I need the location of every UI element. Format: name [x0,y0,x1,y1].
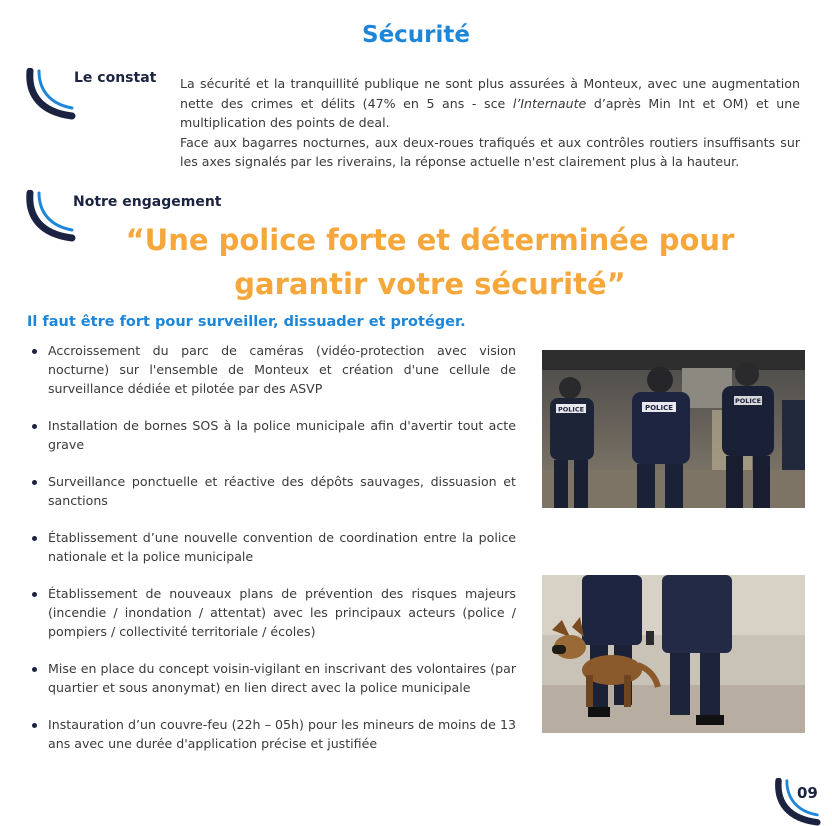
constat-paragraph-1: La sécurité et la tranquillité publique ne sont plus assurées à Monteux, avec une augmentation nette des crimes et délits (47% en 5 ans - sce l’Internaute d’après Min Int et OM) et une multiplication des points de deal. [180,76,800,131]
list-item: Accroissement du parc de caméras (vidéo-protection avec vision nocturne) sur l'ensemble de Monteux et création d'une cellule de surveillance dédiée et pilotée par des ASVP [30,341,516,398]
engagement-label: Notre engagement [73,194,222,210]
list-item: Établissement d’une nouvelle convention de coordination entre la police nationale et la police municipale [30,528,516,566]
swoosh-icon [24,68,76,120]
constat-text [180,74,800,172]
police-label: POLICE [644,404,674,412]
page-number: 09 [797,784,818,802]
list-item: Établissement de nouveaux plans de prévention des risques majeurs (incendie / inondation / attentat) avec les principaux acteurs (police / pompiers / collectivité territoriale / écoles) [30,584,516,641]
police-officers-photo [542,350,805,508]
list-item: Mise en place du concept voisin-vigilant en inscrivant des volontaires (par quartier et sous anonymat) en lien direct avec la police municipale [30,659,516,697]
police-label: POLICE [734,397,762,405]
list-item: Installation de bornes SOS à la police municipale afin d'avertir tout acte grave [30,416,516,454]
list-item: Instauration d’un couvre-feu (22h – 05h) pour les mineurs de moins de 13 ans avec une durée d'application précise et justifiée [30,715,516,753]
engagement-list [30,341,516,753]
list-item: Surveillance ponctuelle et réactive des dépôts sauvages, dissuasion et sanctions [30,472,516,510]
page-title: Sécurité [362,22,470,48]
engagement-quote: “Une police forte et déterminée pour garantir votre sécurité” [125,223,735,301]
police-label: POLICE [557,405,585,414]
police-dog-patrol-photo [542,575,805,733]
constat-paragraph-2: Face aux bagarres nocturnes, aux deux-roues trafiqués et aux contrôles routiers insuffisants sur les axes signalés par les riverains, la réponse actuelle n'est clairement plus à la hauteur. [180,134,800,170]
swoosh-icon [24,190,76,242]
engagement-subheading: Il faut être fort pour surveiller, dissuader et protéger. [27,314,466,330]
constat-label: Le constat [74,70,157,86]
